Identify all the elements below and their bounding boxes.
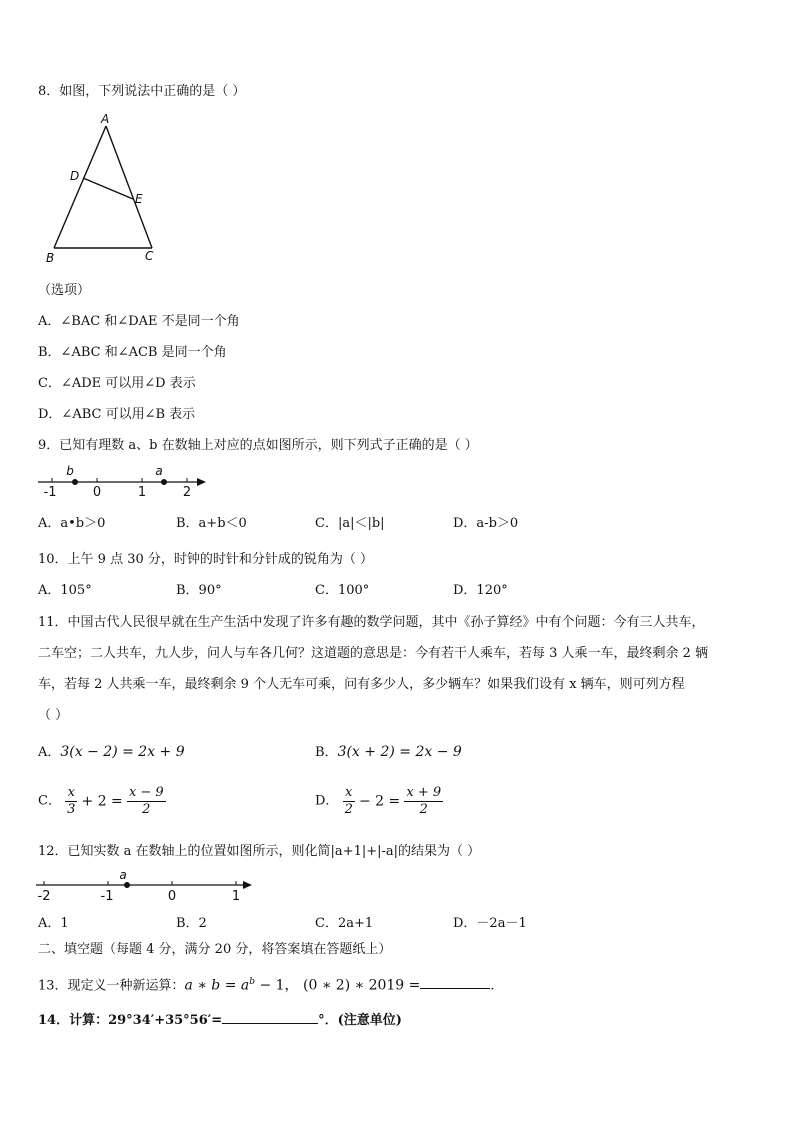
q8-option-c: C．∠ADE 可以用∠D 表示 (38, 376, 196, 391)
q13-answer-blank[interactable] (420, 976, 490, 989)
point-a (124, 882, 130, 888)
q11-option-d-fraction-right: $\frac{x + 9}{2}$ (406, 785, 442, 817)
q9-option-d: D．a-b＞0 (453, 516, 519, 531)
q11-line-4: （ ） (38, 708, 69, 723)
point-a (161, 479, 167, 485)
q9-option-c: C．|a|＜|b| (315, 516, 385, 531)
q11-option-c-fraction-left: $\frac{x}{3}$ (67, 785, 76, 817)
q13-formula: a ∗ b = a (184, 977, 250, 994)
tick-neg1: -1 (100, 889, 114, 904)
q11-option-c-fraction-right: $\frac{x - 9}{2}$ (128, 785, 164, 817)
tick-neg2: -2 (37, 889, 51, 904)
q11-option-c-middle: + 2 = (81, 793, 123, 810)
q11-option-a (38, 744, 185, 761)
tick-0: 0 (167, 889, 177, 904)
q8-option-d: D．∠ABC 可以用∠B 表示 (38, 407, 196, 422)
tick-1: 1 (137, 485, 147, 498)
q9-stem: 9．已知有理数 a、b 在数轴上对应的点如图所示，则下列式子正确的是（ ） (38, 438, 478, 453)
q11-option-b (315, 744, 462, 761)
q11-option-a-equation: 3(x − 2) = 2x + 9 (60, 744, 185, 760)
q10-option-b: B．90° (176, 583, 222, 598)
label-B: B (46, 251, 55, 265)
q11-option-d (315, 785, 443, 818)
q8-stem: 8．如图，下列说法中正确的是（ ） (38, 84, 246, 99)
q14-end: °．(注意单位) (318, 1013, 402, 1028)
q8-options-header: （选项） (38, 283, 91, 298)
q12-option-b: B．2 (176, 916, 207, 931)
label-C: C (145, 249, 154, 263)
point-b (72, 479, 78, 485)
q11-option-c (38, 785, 166, 818)
q9-option-b: B．a+b＜0 (176, 516, 247, 531)
q11-line-2: 二车空；二人共车，九人步，问人与车各几何？这道题的意思是：今有若干人乘车，若每 3 人乘一车，最终剩余 2 辆 (38, 646, 709, 661)
q12-option-d: D．－2a－1 (453, 916, 527, 931)
point-b-label: b (66, 464, 74, 478)
q14-answer-blank[interactable] (222, 1011, 318, 1024)
q13-superscript: b (249, 977, 256, 987)
q8-option-a: A．∠BAC 和∠DAE 不是同一个角 (38, 314, 240, 329)
q10-option-a: A．105° (38, 583, 92, 598)
q8-triangle-figure (40, 112, 170, 268)
q11-option-d-middle: − 2 = (359, 793, 401, 810)
q9-number-line (36, 462, 211, 498)
q11-line-1: 11．中国古代人民很早就在生产生活中发现了许多有趣的数学问题，其中《孙子算经》中有个问题：今有三人共车， (38, 615, 705, 630)
q11-option-c-label: C． (38, 793, 61, 809)
q11-option-b-equation: 3(x + 2) = 2x − 9 (337, 744, 462, 760)
q10-option-c: C．100° (315, 583, 370, 598)
label-E: E (135, 192, 143, 206)
q8-option-b: B．∠ABC 和∠ACB 是同一个角 (38, 345, 227, 360)
q14 (38, 1011, 402, 1029)
tick-1: 1 (231, 889, 241, 904)
tick-2: 2 (182, 485, 192, 498)
tick-neg1: -1 (43, 485, 57, 498)
q11-option-a-label: A． (38, 745, 61, 760)
q11-line-3: 车，若每 2 人共乘一车，最终剩余 9 个人无车可乘，问有多少人，多少辆车？如果我们设有 x 辆车，则可列方程 (38, 677, 685, 692)
q13-end: . (490, 978, 495, 994)
q10-stem: 10．上午 9 点 30 分，时钟的时针和分针成的锐角为（ ） (38, 552, 374, 567)
q12-option-a: A．1 (38, 916, 69, 931)
tick-0: 0 (92, 485, 102, 498)
q11-option-d-label: D． (315, 793, 339, 809)
label-D: D (70, 169, 80, 183)
label-A: A (101, 112, 110, 126)
q13-prefix: 13．现定义一种新运算： (38, 978, 185, 994)
q10-option-d: D．120° (453, 583, 508, 598)
section-title-fill-in: 二、填空题（每题 4 分，满分 20 分，将答案填在答题纸上） (38, 942, 392, 957)
q12-option-c: C．2a+1 (315, 916, 374, 931)
point-a-label: a (155, 464, 163, 478)
q13 (38, 974, 495, 994)
q13-formula-tail: − 1， (0 ∗ 2) ∗ 2019 = (255, 977, 421, 994)
q11-option-d-fraction-left: $\frac{x}{2}$ (344, 785, 353, 817)
q14-prefix: 14．计算：29°34′+35°56′= (38, 1013, 223, 1028)
q9-option-a: A．a•b＞0 (38, 516, 106, 531)
q11-option-b-label: B． (315, 745, 338, 760)
q12-number-line (34, 868, 259, 904)
point-a-label: a (119, 868, 127, 882)
q12-stem: 12．已知实数 a 在数轴上的位置如图所示，则化简|a+1|+|-a|的结果为（ ） (38, 844, 481, 859)
